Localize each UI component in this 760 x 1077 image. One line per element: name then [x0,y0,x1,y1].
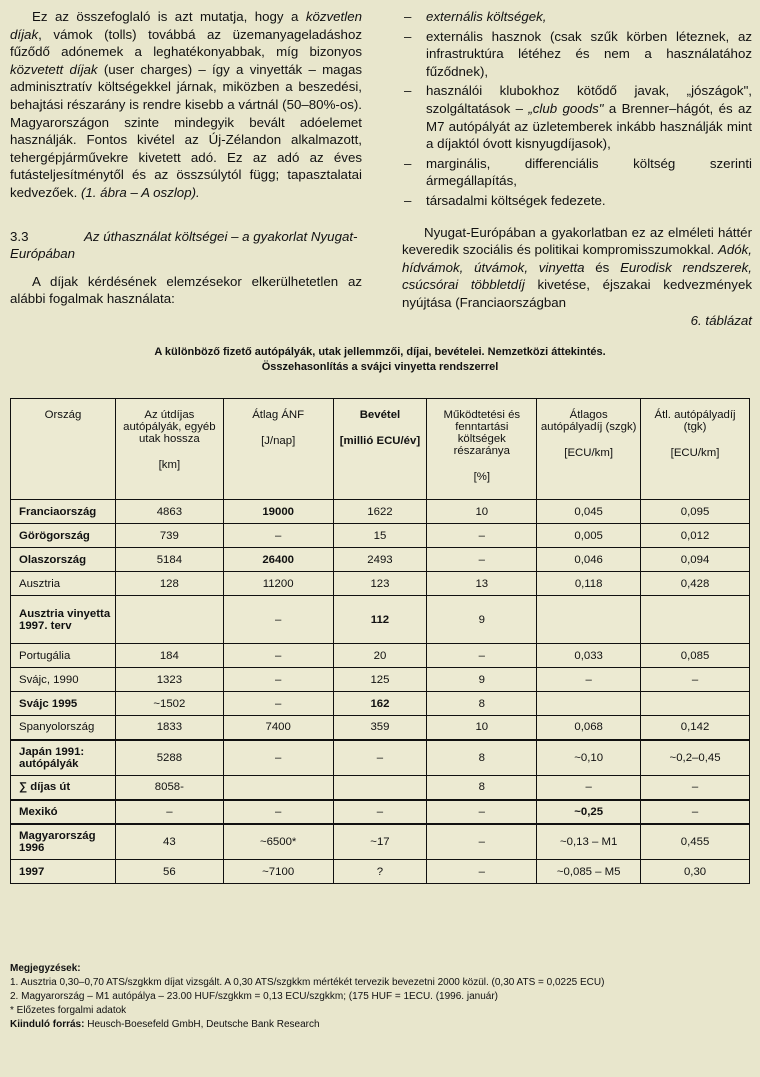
country-cell: ∑ díjas út [11,776,116,800]
caption-line-2: Összehasonlítás a svájci vinyetta rendszerrel [261,361,499,373]
value-cell: 19000 [223,500,333,524]
caption-line-1: A különböző fizető autópályák, utak jellemmzői, díjai, bevételei. Nemzetközi áttekintés. [154,346,606,358]
value-cell: ~6500* [223,824,333,860]
column-header [427,399,537,500]
value-cell: – [223,524,333,548]
value-cell: 1323 [115,668,223,692]
emphasis-run: „club goods" [528,100,604,116]
value-cell: 0,012 [641,524,750,548]
note-line: * Előzetes forgalmi adatok [10,1005,127,1016]
value-cell: 9 [427,668,537,692]
text-run: , vámok (tolls) továbbá az üzemanyageladáshoz fűződő adónemek a leghatékonyabbak, míg bizonyos [10,26,362,60]
concepts-paragraph: A díjak kérdésének elemzésekor elkerülhetetlen az alábbi fogalmak használata: [10,273,362,307]
column-header [537,399,641,500]
value-cell: – [223,644,333,668]
value-cell: 162 [333,692,427,716]
emphasis-run: közvetett díjak [10,61,98,77]
value-cell: 4863 [115,500,223,524]
value-cell: – [115,800,223,824]
value-cell: 359 [333,716,427,740]
emphasis-run: közvetlen díjak [10,9,362,42]
value-cell: 0,095 [641,500,750,524]
value-cell: – [223,692,333,716]
country-cell: 1997 [11,860,116,884]
value-cell [115,596,223,644]
value-cell: – [427,800,537,824]
value-cell: 10 [427,500,537,524]
header-label: Működtetési és fenntartási költségek részaránya [443,409,521,457]
left-column [10,8,362,308]
header-unit: [km] [158,459,181,471]
country-cell: Svájc 1995 [11,692,116,716]
value-cell: 0,068 [537,716,641,740]
value-cell: – [223,800,333,824]
header-label: Átlagos autópályadíj (szgk) [540,409,637,433]
table-row [11,572,750,596]
table-row [11,860,750,884]
header-label: Átlag ÁNF [252,409,305,421]
value-cell: 7400 [223,716,333,740]
note-line: 1. Ausztria 0,30–0,70 ATS/szgkkm díjat vizsgált. A 0,30 ATS/szgkkm mértékét tervezik bevezetni 2000 közül. (0,30 ATS = 0,0225 ECU) [10,977,605,988]
value-cell: 0,455 [641,824,750,860]
header-label: Bevétel [359,409,401,421]
value-cell: – [641,668,750,692]
value-cell: 13 [427,572,537,596]
value-cell: 8058- [115,776,223,800]
text-run: Nyugat-Európában a gyakorlatban ez az elméleti háttér keveredik szociális és politikai kompromisszumokkal. [402,224,752,258]
text-run: és [584,259,621,275]
header-unit: [ECU/km] [564,447,614,459]
table-row [11,500,750,524]
value-cell: – [223,740,333,776]
column-header [333,399,427,500]
table-row [11,524,750,548]
value-cell: 8 [427,776,537,800]
value-cell: 0,033 [537,644,641,668]
value-cell: – [641,800,750,824]
value-cell: – [537,668,641,692]
value-cell: 0,005 [537,524,641,548]
value-cell: 10 [427,716,537,740]
table-row [11,596,750,644]
table-notes [10,962,755,1032]
practice-paragraph [402,224,752,312]
text-run: marginális, differenciális költség szerinti ármegállapítás, [426,155,752,189]
toll-roads-table [10,398,750,884]
value-cell: – [427,644,537,668]
value-cell: 0,094 [641,548,750,572]
column-header [641,399,750,500]
country-cell: Ausztria vinyetta 1997. terv [11,596,116,644]
value-cell: 0,428 [641,572,750,596]
header-label: Átl. autópályadíj (tgk) [654,409,736,433]
column-header [223,399,333,500]
header-label: Ország [44,409,82,421]
value-cell [641,596,750,644]
value-cell: ~0,25 [537,800,641,824]
text-run: externális hasznok (csak szűk körben léteznek, az infrastruktúra létéhez és nem a használatához fűződnek), [426,28,752,79]
value-cell: ? [333,860,427,884]
value-cell: 0,30 [641,860,750,884]
value-cell: 112 [333,596,427,644]
value-cell: 15 [333,524,427,548]
table-row [11,716,750,740]
table-caption [10,345,750,375]
value-cell [223,776,333,800]
value-cell: 1622 [333,500,427,524]
list-item [402,82,752,152]
text-run: használói klubokhoz kötődő javak, „jószágok", szolgáltatások – [426,83,752,116]
value-cell: 56 [115,860,223,884]
table-row [11,692,750,716]
emphasis-run: Adók, hídvámok, útvámok, vinyetta [402,242,752,275]
value-cell: – [333,740,427,776]
table-row [11,776,750,800]
value-cell: ~0,13 – M1 [537,824,641,860]
source-label: Kiinduló forrás: [10,1019,85,1030]
country-cell: Franciaország [11,500,116,524]
emphasis-run: (1. ábra – A oszlop). [80,184,200,200]
value-cell: – [333,800,427,824]
country-cell: Svájc, 1990 [11,668,116,692]
country-cell: Görögország [11,524,116,548]
table-header-row [11,399,750,500]
section-title: Az úthasználat költségei – a gyakorlat Nyugat-Európában [10,228,358,262]
value-cell: – [537,776,641,800]
value-cell: – [427,860,537,884]
value-cell: 1833 [115,716,223,740]
table-row [11,824,750,860]
table-row [11,800,750,824]
column-header [115,399,223,500]
text-run: kivetése, éjszakai kedvezmények nyújtása (Franciaországban [402,277,752,310]
text-run: (user charges) – így a vinyetták – magas adminisztratív költségekkel járnak, miközben a beszedési, behajtási részarány is rendre kisebb a vártnál (50–80%-os). Magyarországon szinte mindegyik bevált adóelemet használják. Fontos kivétel az Új-Zélandon alkalmazott, tehergépjárművekre kivetett adó. Ez az adó az éves futásteljesítménytől és az összsúlytól függ; tapasztalatai kedvezőek. [10,61,363,200]
emphasis-run: Eurodisk rendszerek, csúcsórai többletdíj [402,259,752,293]
value-cell [641,692,750,716]
value-cell [333,776,427,800]
country-cell: Mexikó [11,800,116,824]
intro-paragraph [10,8,362,202]
value-cell [537,596,641,644]
value-cell: 0,142 [641,716,750,740]
value-cell: 128 [115,572,223,596]
table-row [11,644,750,668]
value-cell [537,692,641,716]
header-unit: [millió ECU/év] [339,435,421,447]
list-item [402,28,752,81]
value-cell: – [427,824,537,860]
value-cell: ~7100 [223,860,333,884]
value-cell: 8 [427,692,537,716]
column-header [11,399,116,500]
header-unit: [ECU/km] [670,447,720,459]
list-item [402,8,752,26]
table-row [11,740,750,776]
list-item [402,192,752,210]
country-cell: Ausztria [11,572,116,596]
value-cell: ~0,2–0,45 [641,740,750,776]
value-cell: – [427,524,537,548]
value-cell: ~0,085 – M5 [537,860,641,884]
country-cell: Portugália [11,644,116,668]
value-cell: 125 [333,668,427,692]
value-cell: – [427,548,537,572]
country-cell: Magyarország 1996 [11,824,116,860]
note-line: 2. Magyarország – M1 autópálya – 23.00 HUF/szgkkm = 0,13 ECU/szgkkm; (175 HUF = 1ECU. (1996. január) [10,991,498,1002]
value-cell: 739 [115,524,223,548]
value-cell: 20 [333,644,427,668]
value-cell: 5288 [115,740,223,776]
value-cell: – [641,776,750,800]
text-run: a Brenner–hágót, és az M7 autópályát az üzletemberek inkább használják mint a díjaktól óvott kisnyugdíjasok), [426,100,753,152]
note-line: Kiinduló forrás: Heusch-Boesefeld GmbH, Deutsche Bank Research [10,1019,320,1030]
emphasis-run: externális költségek, [426,9,547,24]
value-cell: 2493 [333,548,427,572]
header-unit: [%] [473,471,491,483]
value-cell: 5184 [115,548,223,572]
value-cell: 0,085 [641,644,750,668]
value-cell: 43 [115,824,223,860]
section-heading [10,228,362,263]
value-cell: 184 [115,644,223,668]
value-cell: ~0,10 [537,740,641,776]
value-cell: – [223,668,333,692]
table-row [11,548,750,572]
country-cell: Japán 1991: autópályák [11,740,116,776]
value-cell: 123 [333,572,427,596]
country-cell: Spanyolország [11,716,116,740]
table-row [11,668,750,692]
section-number: 3.3 [10,228,29,244]
value-cell: 9 [427,596,537,644]
header-label: Az útdíjas autópályák, egyéb utak hossza [123,409,216,445]
right-column [402,8,752,329]
concept-list [402,8,752,210]
value-cell: 11200 [223,572,333,596]
list-item [402,155,752,190]
value-cell: 8 [427,740,537,776]
note-line: Megjegyzések: [10,963,81,974]
text-run: Ez az összefoglaló is azt mutatja, hogy a [32,9,306,24]
header-unit: [J/nap] [261,435,296,447]
country-cell: Olaszország [11,548,116,572]
text-run: társadalmi költségek fedezete. [426,192,606,208]
table-reference: 6. táblázat [690,312,752,328]
value-cell: 26400 [223,548,333,572]
value-cell: ~1502 [115,692,223,716]
value-cell: ~17 [333,824,427,860]
value-cell: 0,045 [537,500,641,524]
value-cell: – [223,596,333,644]
value-cell: 0,046 [537,548,641,572]
value-cell: 0,118 [537,572,641,596]
